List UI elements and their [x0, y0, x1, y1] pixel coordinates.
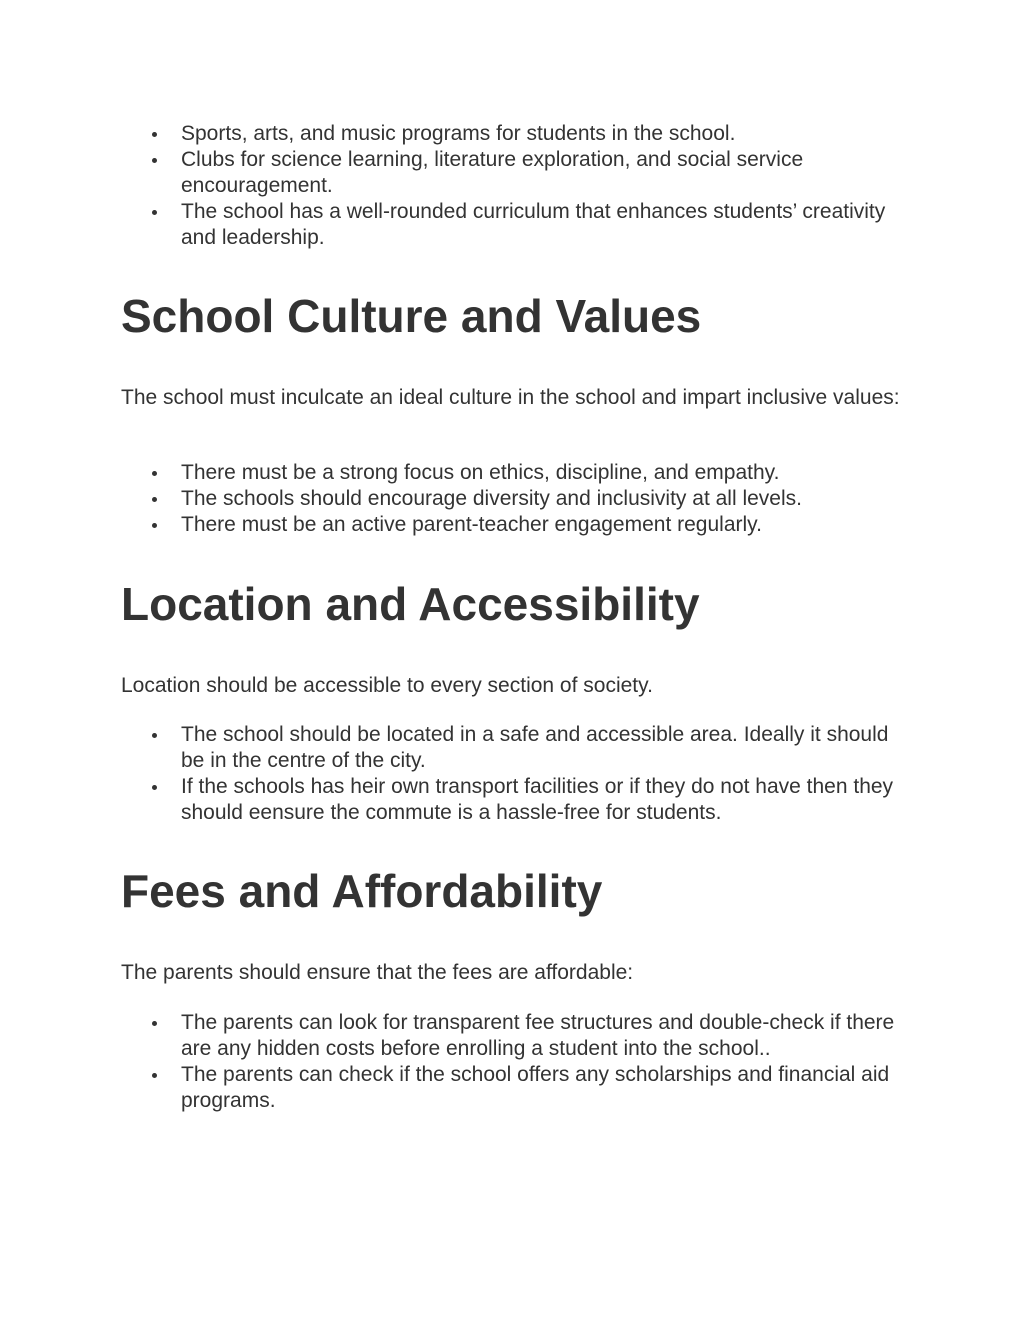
section-intro-fees: The parents should ensure that the fees are affordable:	[121, 961, 634, 984]
bullet-icon	[152, 1021, 157, 1026]
bullet-icon	[152, 523, 157, 528]
list-item	[0, 1062, 1024, 1114]
list-item	[0, 722, 1024, 774]
extracurricular-list	[0, 121, 1024, 251]
list-item-text: If the schools has heir own transport facilities or if they do not have then they should eensure the commute is a hassle-free for students.	[181, 775, 894, 824]
list-item-text: The schools should encourage diversity and inclusivity at all levels.	[181, 487, 802, 510]
bullet-icon	[152, 471, 157, 476]
location-list	[0, 722, 1024, 826]
section-heading-location: Location and Accessibility	[121, 578, 700, 630]
bullet-icon	[152, 497, 157, 502]
list-item	[0, 199, 1024, 251]
list-item	[0, 121, 1024, 147]
culture-list	[0, 460, 1024, 538]
list-item	[0, 460, 1024, 486]
bullet-icon	[152, 1073, 157, 1078]
bullet-icon	[152, 210, 157, 215]
list-item-text: There must be an active parent-teacher engagement regularly.	[181, 513, 762, 536]
list-item-text: There must be a strong focus on ethics, discipline, and empathy.	[181, 461, 780, 484]
section-intro-culture: The school must inculcate an ideal culture in the school and impart inclusive values:	[121, 386, 900, 409]
list-item	[0, 774, 1024, 826]
list-item	[0, 1010, 1024, 1062]
list-item-text: The parents can look for transparent fee structures and double-check if there are any hidden costs before enrolling a student into the school..	[181, 1011, 895, 1060]
list-item-text: The school has a well-rounded curriculum that enhances students’ creativity and leadership.	[181, 200, 886, 249]
bullet-icon	[152, 132, 157, 137]
list-item-text: Clubs for science learning, literature exploration, and social service encouragement.	[181, 148, 804, 197]
list-item	[0, 147, 1024, 199]
list-item-text: The school should be located in a safe and accessible area. Ideally it should be in the centre of the city.	[181, 723, 889, 772]
bullet-icon	[152, 733, 157, 738]
section-heading-fees: Fees and Affordability	[121, 865, 603, 917]
list-item	[0, 486, 1024, 512]
section-intro-location: Location should be accessible to every section of society.	[121, 674, 653, 697]
fees-list	[0, 1010, 1024, 1114]
list-item-text: Sports, arts, and music programs for students in the school.	[181, 122, 736, 145]
list-item	[0, 512, 1024, 538]
bullet-icon	[152, 785, 157, 790]
section-heading-culture: School Culture and Values	[121, 290, 702, 342]
list-item-text: The parents can check if the school offers any scholarships and financial aid programs.	[181, 1063, 890, 1112]
bullet-icon	[152, 158, 157, 163]
